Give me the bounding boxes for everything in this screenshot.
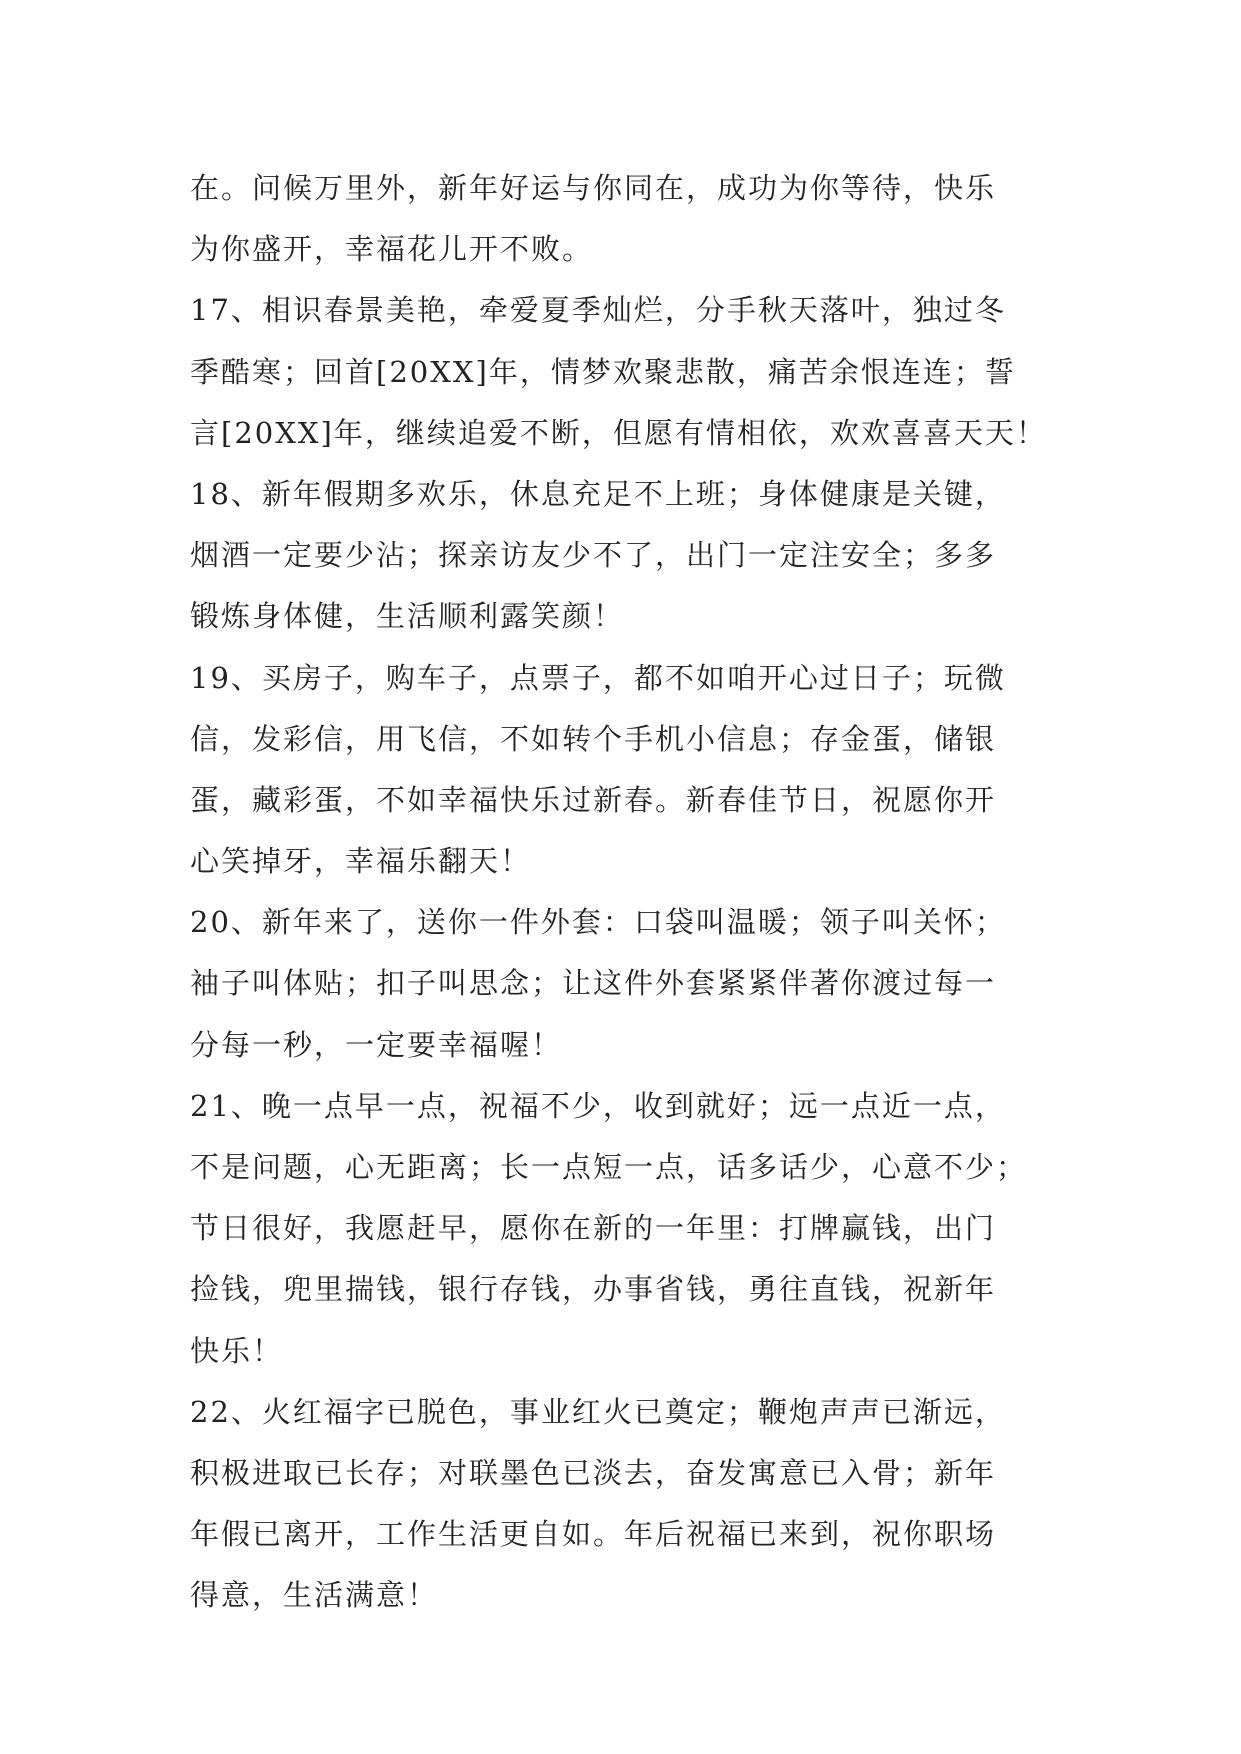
text-line: 烟酒一定要少沾；探亲访友少不了，出门一定注安全；多多	[190, 538, 997, 573]
text-line: 蛋，藏彩蛋，不如幸福快乐过新春。新春佳节日，祝愿你开	[190, 782, 997, 817]
text-line: 22、火红福字已脱色，事业红火已奠定；鞭炮声声已渐远，	[190, 1394, 1006, 1429]
text-line: 21、晚一点早一点，祝福不少，收到就好；远一点近一点，	[190, 1088, 1006, 1123]
text-line: 信，发彩信，用飞信，不如转个手机小信息；存金蛋，储银	[190, 721, 997, 756]
text-line: 在。问候万里外，新年好运与你同在，成功为你等待，快乐	[190, 171, 997, 205]
text-line: 19、买房子，购车子，点票子，都不如咱开心过日子；玩微	[190, 660, 1006, 695]
text-line: 积极进取已长存；对联墨色已淡去，奋发寓意已入骨；新年	[190, 1455, 997, 1490]
text-line: 18、新年假期多欢乐，休息充足不上班；身体健康是关键，	[190, 476, 1006, 511]
text-line: 季酷寒；回首[20XX]年，情梦欢聚悲散，痛苦余恨连连；誓	[190, 354, 1016, 389]
text-line: 节日很好，我愿赶早，愿你在新的一年里：打牌赢钱，出门	[190, 1211, 997, 1246]
text-line: 年假已离开，工作生活更自如。年后祝福已来到，祝你职场	[190, 1517, 997, 1552]
text-line: 不是问题，心无距离；长一点短一点，话多话少，心意不少；	[190, 1150, 1028, 1184]
text-line: 言[20XX]年，继续追爱不断，但愿有情相依，欢欢喜喜天天！	[190, 415, 1047, 450]
document-body	[190, 158, 1070, 1627]
text-line: 20、新年来了，送你一件外套：口袋叫温暖；领子叫关怀；	[190, 905, 1006, 940]
text-line: 袖子叫体贴；扣子叫思念；让这件外套紧紧伴著你渡过每一	[190, 966, 997, 1001]
text-line: 锻炼身体健，生活顺利露笑颜！	[190, 599, 625, 634]
text-line: 为你盛开，幸福花儿开不败。	[190, 232, 594, 267]
text-line: 得意，生活满意！	[190, 1578, 439, 1613]
text-line: 心笑掉牙，幸福乐翻天！	[190, 844, 532, 879]
text-line: 快乐！	[190, 1333, 284, 1368]
text-line: 17、相识春景美艳，牵爱夏季灿烂，分手秋天落叶，独过冬	[190, 293, 1006, 328]
text-line: 捡钱，兜里揣钱，银行存钱，办事省钱，勇往直钱，祝新年	[190, 1272, 997, 1307]
text-line: 分每一秒，一定要幸福喔！	[190, 1027, 563, 1062]
